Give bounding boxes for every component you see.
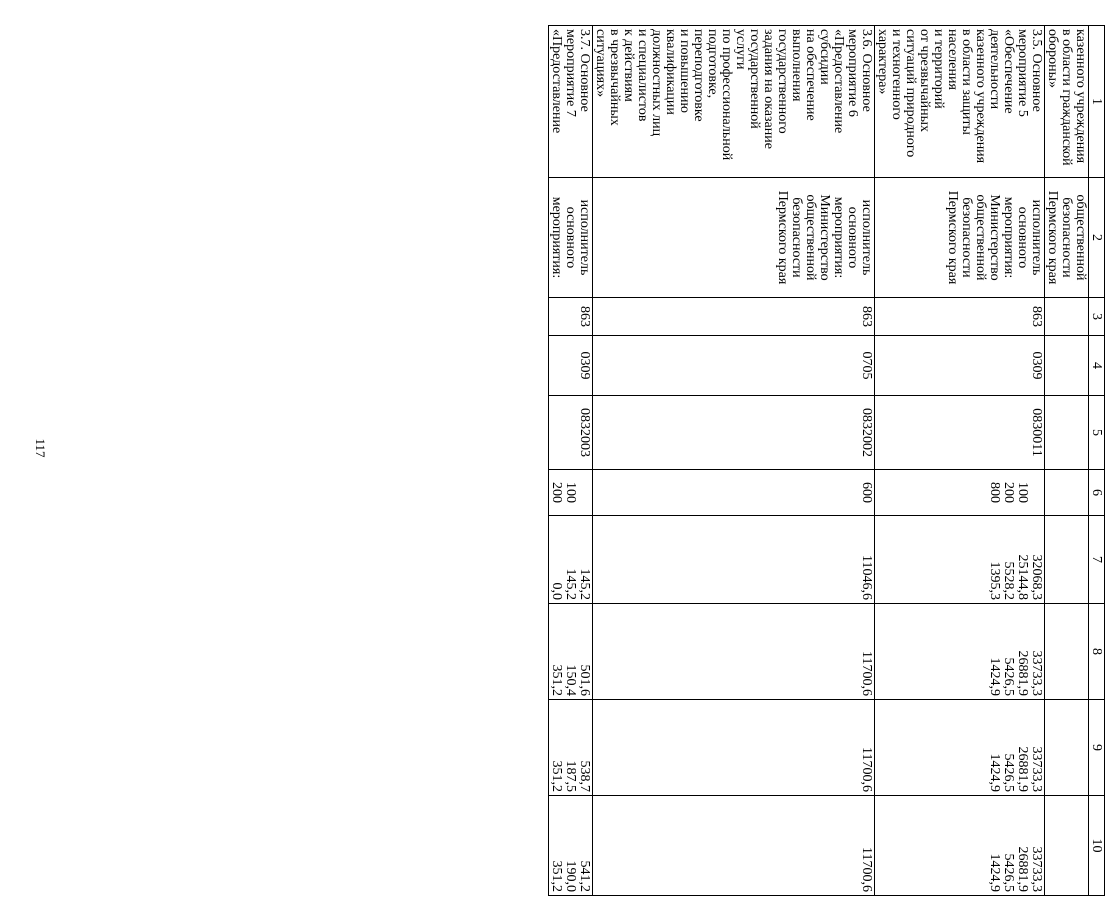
amount-value: 26881,9 (1015, 650, 1030, 696)
activity-name-cell (593, 26, 875, 178)
amount-value: 200 (1001, 482, 1016, 503)
amount-value (577, 473, 591, 512)
executor-cell-line: безопасности (1059, 197, 1074, 278)
code-cell-c4: 0309 (549, 336, 593, 396)
activity-name-cell-line: мероприятие 5 (1015, 29, 1030, 117)
executor-cell-line: основного (563, 206, 578, 269)
table-row (549, 26, 593, 896)
code-cell-c5 (1045, 396, 1089, 470)
amount-value: 351,2 (549, 760, 564, 792)
amount-value: 538,7 (577, 760, 592, 792)
amount-value: 501,6 (577, 664, 592, 696)
activity-name-cell-line: ситуаций природного (903, 29, 918, 158)
executor-cell-line: основного (1015, 206, 1030, 269)
column-header-9: 9 (1089, 700, 1105, 796)
code-cell-c5: 0832003 (549, 396, 593, 470)
column-header-4: 4 (1089, 336, 1105, 396)
activity-name-cell-line: характера» (875, 29, 890, 95)
executor-cell-line: общественной (1073, 194, 1088, 281)
amount-value: 5426,5 (1001, 753, 1016, 792)
activity-name-cell-line: 3.6. Основное (859, 29, 874, 112)
code-cell-c3: 863 (875, 298, 1045, 336)
amount-value: 5426,5 (1001, 853, 1016, 892)
executor-cell-line: безопасности (789, 197, 804, 278)
amount-cell-c6 (875, 470, 1045, 516)
activity-name-cell (875, 26, 1045, 178)
amount-cell-c10 (875, 796, 1045, 896)
executor-cell (1045, 178, 1089, 298)
amount-value: 25144,8 (1015, 554, 1030, 600)
amount-cell-c7 (875, 516, 1045, 604)
code-cell-c3 (1045, 298, 1089, 336)
executor-cell-line: мероприятия: (549, 196, 564, 279)
amount-value: 11046,6 (859, 555, 874, 600)
amount-value: 5426,5 (1001, 657, 1016, 696)
table-row (875, 26, 1045, 896)
column-header-2: 2 (1089, 178, 1105, 298)
amount-value: 800 (987, 482, 1002, 503)
amount-value: 26881,9 (1015, 746, 1030, 792)
amount-value: 145,2 (563, 568, 578, 600)
amount-value: 5528,2 (1001, 561, 1016, 600)
activity-name-cell-line: субсидии (817, 29, 832, 85)
amount-value: 1424,9 (987, 753, 1002, 792)
column-header-5: 5 (1089, 396, 1105, 470)
activity-name-cell-line: государственного (775, 29, 790, 134)
amount-value: 187,5 (563, 760, 578, 792)
activity-name-cell-line: казенного учреждения (973, 29, 988, 164)
activity-name-cell-line: и техногенного (889, 29, 904, 120)
activity-name-cell-line: и специалистов (635, 29, 650, 122)
executor-cell-line: исполнитель (577, 199, 592, 276)
budget-table (548, 25, 1105, 896)
column-header-6: 6 (1089, 470, 1105, 516)
amount-value: 11700,6 (859, 747, 874, 792)
activity-name-cell-line: деятельности (987, 29, 1002, 110)
amount-value: 33733,3 (1029, 650, 1044, 696)
activity-name-cell-line: мероприятие 6 (845, 29, 860, 117)
amount-cell-c6 (549, 470, 593, 516)
activity-name-cell-line: должностных лиц (649, 29, 664, 137)
activity-name-cell-line: казенного учреждения (1073, 29, 1088, 164)
amount-cell-c10 (1045, 796, 1089, 896)
executor-cell (875, 178, 1045, 298)
header-row (1089, 26, 1105, 896)
activity-name-cell-line: 3.5. Основное (1029, 29, 1044, 112)
amount-value: 541,2 (577, 860, 592, 892)
amount-value: 145,2 (577, 568, 592, 600)
activity-name-cell-line: ситуациях» (593, 29, 608, 98)
executor-cell-line: Министерство (987, 194, 1002, 281)
amount-value: 190,0 (563, 860, 578, 892)
activity-name-cell-line: и повышению (677, 29, 692, 113)
activity-name-cell-line: от чрезвычайных (917, 29, 932, 133)
amount-value: 33733,3 (1029, 846, 1044, 892)
code-cell-c5: 0832002 (593, 396, 875, 470)
column-header-1: 1 (1089, 26, 1105, 178)
activity-name-cell-line: 3.7. Основное (577, 29, 592, 112)
code-cell-c5: 0830011 (875, 396, 1045, 470)
activity-name-cell-line: подготовке, (705, 29, 720, 99)
executor-cell-line: Пермского края (945, 190, 960, 285)
amount-cell-c8 (593, 604, 875, 700)
table-row (593, 26, 875, 896)
amount-value: 1424,9 (987, 657, 1002, 696)
amount-value: 150,4 (563, 664, 578, 696)
executor-cell-line: безопасности (959, 197, 974, 278)
amount-value: 1424,9 (987, 853, 1002, 892)
activity-name-cell-line: выполнения (789, 29, 804, 102)
amount-cell-c8 (549, 604, 593, 700)
amount-value: 600 (859, 482, 874, 503)
amount-cell-c7 (549, 516, 593, 604)
executor-cell-line: исполнитель (1029, 199, 1044, 276)
executor-cell-line: общественной (973, 194, 988, 281)
amount-value: 1395,3 (987, 561, 1002, 600)
executor-cell-line: Министерство (817, 194, 832, 281)
activity-name-cell-line: обороны» (1045, 29, 1060, 89)
activity-name-cell-line: квалификации (663, 29, 678, 115)
column-header-3: 3 (1089, 298, 1105, 336)
executor-cell-line: мероприятия: (1001, 196, 1016, 279)
table-row (1045, 26, 1089, 896)
activity-name-cell (549, 26, 593, 178)
activity-name-cell-line: в области гражданской (1059, 29, 1074, 166)
amount-cell-c9 (593, 700, 875, 796)
executor-cell-line: мероприятия: (831, 196, 846, 279)
rotated-table-container (549, 25, 1105, 895)
activity-name-cell-line: мероприятие 7 (563, 29, 578, 117)
column-header-7: 7 (1089, 516, 1105, 604)
code-cell-c4 (1045, 336, 1089, 396)
activity-name-cell-line: «Предоставление (831, 29, 846, 134)
amount-value: 351,2 (549, 860, 564, 892)
amount-cell-c7 (1045, 516, 1089, 604)
amount-value: 100 (563, 482, 578, 503)
activity-name-cell-line: государственной (747, 29, 762, 129)
amount-value: 200 (549, 482, 564, 503)
activity-name-cell-line: к действиям (621, 29, 636, 102)
activity-name-cell-line: и территорий (931, 29, 946, 109)
executor-cell-line: Пермского края (1045, 190, 1060, 285)
activity-name-cell-line: «Предоставление (549, 29, 564, 134)
activity-name-cell-line: задания на оказание (761, 29, 776, 149)
amount-cell-c6 (1045, 470, 1089, 516)
code-cell-c4: 0309 (875, 336, 1045, 396)
amount-cell-c9 (549, 700, 593, 796)
column-header-8: 8 (1089, 604, 1105, 700)
amount-value: 11700,6 (859, 847, 874, 892)
page-number: 117 (33, 438, 48, 458)
amount-cell-c9 (875, 700, 1045, 796)
activity-name-cell-line: в чрезвычайных (607, 29, 622, 126)
activity-name-cell-line: в области защиты (959, 29, 974, 135)
activity-name-cell (1045, 26, 1089, 178)
activity-name-cell-line: услуги (733, 29, 748, 70)
amount-value: 0,0 (549, 582, 564, 600)
amount-value: 26881,9 (1015, 846, 1030, 892)
amount-cell-c7 (593, 516, 875, 604)
executor-cell (593, 178, 875, 298)
amount-value: 351,2 (549, 664, 564, 696)
activity-name-cell-line: «Обеспечение (1001, 29, 1016, 114)
amount-cell-c10 (549, 796, 593, 896)
amount-cell-c8 (875, 604, 1045, 700)
executor-cell-line: исполнитель (859, 199, 874, 276)
amount-value: 33733,3 (1029, 746, 1044, 792)
amount-value: 11700,6 (859, 651, 874, 696)
activity-name-cell-line: населения (945, 29, 960, 90)
executor-cell-line: основного (845, 206, 860, 269)
activity-name-cell-line: по профессиональной (719, 29, 734, 161)
executor-cell-line: общественной (803, 194, 818, 281)
activity-name-cell-line: переподготовке (691, 29, 706, 122)
amount-cell-c9 (1045, 700, 1089, 796)
column-header-10: 10 (1089, 796, 1105, 896)
amount-cell-c8 (1045, 604, 1089, 700)
amount-value: 100 (1015, 482, 1030, 503)
code-cell-c4: 0705 (593, 336, 875, 396)
code-cell-c3: 863 (549, 298, 593, 336)
code-cell-c3: 863 (593, 298, 875, 336)
activity-name-cell-line: на обеспечение (803, 29, 818, 121)
amount-cell-c6 (593, 470, 875, 516)
executor-cell-line: Пермского края (775, 190, 790, 285)
amount-cell-c10 (593, 796, 875, 896)
amount-value (1029, 473, 1043, 512)
amount-value: 32068,3 (1029, 554, 1044, 600)
executor-cell (549, 178, 593, 298)
